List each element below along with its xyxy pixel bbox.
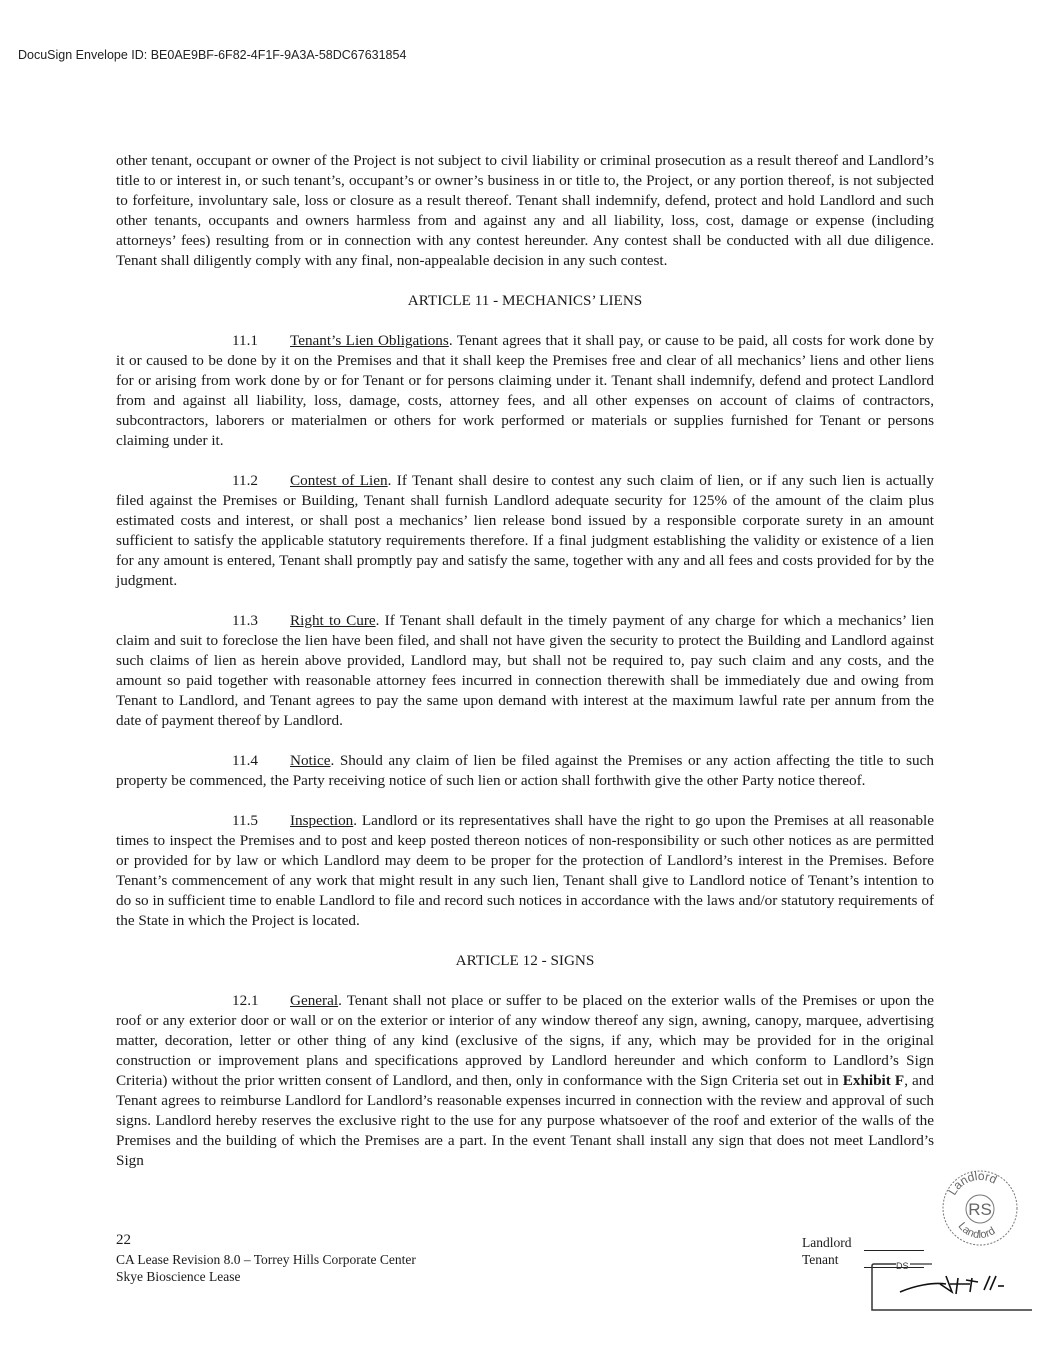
seal-top-text: Landlord <box>945 1168 1000 1198</box>
page-footer <box>116 1232 416 1285</box>
landlord-initial-line[interactable] <box>864 1236 924 1251</box>
section-11-5-caption: Inspection <box>290 812 354 829</box>
seal-bottom-text: Landlord <box>955 1220 998 1242</box>
landlord-initials-seal <box>940 1168 1020 1248</box>
docusign-envelope-id: DocuSign Envelope ID: BE0AE9BF-6F82-4F1F-9A3A-58DC67631854 <box>18 48 407 62</box>
section-11-4: 11.4 Notice. Should any claim of lien be filed against the Premises or any action affecting the title to such property be commenced, the Party receiving notice of such lien or action shall forthwith give the other Party notice thereof. <box>116 752 934 789</box>
page-number: 22 <box>116 1232 131 1248</box>
footer-lease-name: Skye Bioscience Lease <box>116 1269 241 1284</box>
signature-tag: DS <box>896 1262 909 1271</box>
section-11-5: 11.5 Inspection. Landlord or its representatives shall have the right to go upon the Premises at all reasonable times to inspect the Premises and to post and keep posted thereon notices of non-responsibility or such other notices as are permitted or provided for by law or which Landlord may deem to be proper for the protection of Landlord’s interest in the Premises. Before Tenant’s commencement of any work that might result in any such lien, Tenant shall give to Landlord notice of Tenant’s intention to do so in sufficient time to enable Landlord to file and record such notices in accordance with the laws and/or statutory requirements of the State in which the Project is located. <box>116 812 934 929</box>
section-11-2: 11.2 Contest of Lien. If Tenant shall desire to contest any such claim of lien, or if any such lien is actually filed against the Premises or Building, Tenant shall furnish Landlord adequate security for 125% of the amount of the claim plus estimated costs and interest, or shall post a mechanics’ lien release bond issued by a responsible corporate surety in an amount sufficient to satisfy the applicable statutory requirements therefore. If a final judgment establishing the validity or existence of a lien for any amount is entered, Tenant shall promptly pay and satisfy the same, together with any and all fees and costs provided for by the judgment. <box>116 472 934 589</box>
section-11-4-caption: Notice <box>290 752 331 769</box>
exhibit-reference: Exhibit F <box>842 1072 905 1089</box>
section-11-2-caption: Contest of Lien <box>290 472 388 489</box>
section-11-3-caption: Right to Cure <box>290 612 376 629</box>
section-11-3: 11.3 Right to Cure. If Tenant shall default in the timely payment of any charge for which a mechanics’ lien claim and suit to foreclose the lien have been filed, and shall not have given the security to protect the Building and Landlord against such claims of lien as herein above provided, Landlord may, but shall not be required to, pay such claim and any costs, and the amount so paid together with reasonable attorney fees incurred in connection therewith shall be immediately due and owing from Tenant to Landlord, and Tenant agrees to pay the same upon demand with interest at the maximum lawful rate per annum from the date of payment thereof by Landlord. <box>116 612 935 729</box>
seal-initials: RS <box>968 1200 992 1219</box>
section-12-1: 12.1 General. Tenant shall not place or suffer to be placed on the exterior walls of the Premises or upon the roof or any exterior door or wall or on the exterior or interior of any window thereof any sign, awning, canopy, marquee, advertising matter, decoration, letter or other thing of any kind (exclusive of the signs, if any, which may be provided for in the original construction or improvement plans and specifications approved by Landlord hereunder and which conform to Landlord’s Sign Criteria) without the prior written consent of Landlord, and then, only in conformance with the Sign Criteria set out in Exhibit F, and Tenant agrees to reimburse Landlord for Landlord’s reasonable expenses incurred in connection with the review and approval of such signs. Landlord hereby reserves the exclusive right to the use for any purpose whatsoever of the roof and exterior of the walls of the Premises and the building of which the Premises are a part. In the event Tenant shall install any sign that does not meet Landlord’s Sign <box>116 992 934 1169</box>
landlord-initial-label: Landlord <box>802 1235 852 1250</box>
landlord-initial-row <box>802 1234 924 1251</box>
section-11-1-caption: Tenant’s Lien Obligations <box>290 332 449 349</box>
article-12-heading: ARTICLE 12 - SIGNS <box>455 952 595 969</box>
tenant-signature-handwriting <box>900 1276 1004 1294</box>
footer-lease-revision: CA Lease Revision 8.0 – Torrey Hills Corporate Center <box>116 1252 416 1267</box>
tenant-initial-label: Tenant <box>802 1252 839 1267</box>
article-11-heading: ARTICLE 11 - MECHANICS’ LIENS <box>407 292 643 309</box>
section-11-1: 11.1 Tenant’s Lien Obligations. Tenant agrees that it shall pay, or cause to be paid, all costs for work done by it or caused to be done by it on the Premises and that it shall keep the Premises free and clear of all mechanics’ liens and other liens for or arising from work done by or for Tenant or for persons claiming under it. Tenant shall indemnify, defend and protect Landlord from and against all liability, loss, damage, costs, attorney fees, and all other expenses on account of claims of contractors, subcontractors, laborers or materialmen or others for work performed or materials or supplies furnished for Tenant or persons claiming under it. <box>116 332 934 449</box>
section-12-1-caption: General <box>290 992 339 1009</box>
document-body <box>116 151 934 1171</box>
intro-paragraph: other tenant, occupant or owner of the Project is not subject to civil liability or criminal prosecution as a result thereof and Landlord’s title to or interest in, or such tenant’s, occupant’s or owner’s business in or title to, the Project, or any portion thereof, is not subjected to forfeiture, involuntary sale, loss or closure as a result thereof. Tenant shall indemnify, defend, protect and hold Landlord and such other tenants, occupants and owners harmless from and against any and all liability, loss, cost, damage or expense (including attorneys’ fees) resulting from or in connection with any contest hereunder. Any contest shall be conducted with all due diligence. Tenant shall diligently comply with any final, non-appealable decision in any such contest. <box>116 152 934 269</box>
tenant-signature-box <box>866 1262 1034 1314</box>
